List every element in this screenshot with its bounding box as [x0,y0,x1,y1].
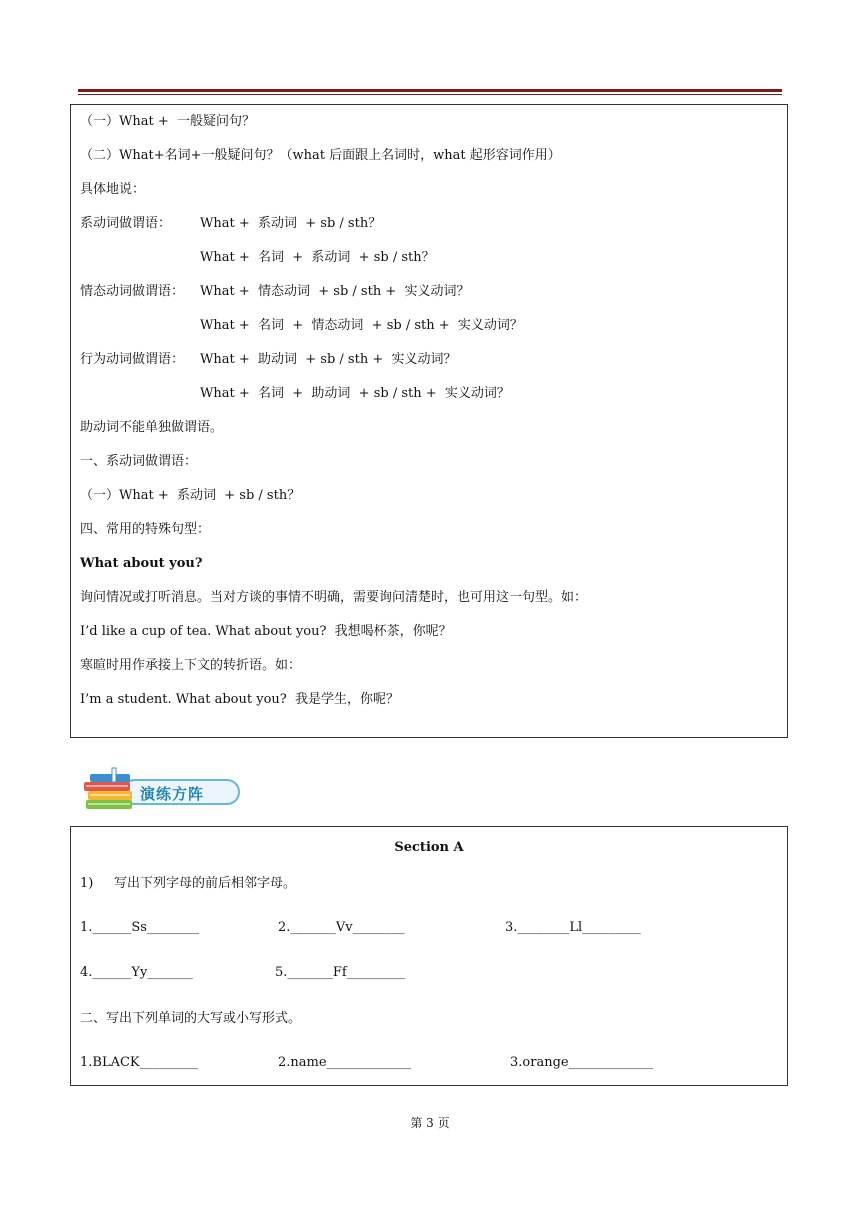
linking-verb-label: 系动词做谓语： [80,216,172,231]
q1-item-4: 4.______Yy_______ [80,965,193,980]
action-verb-pattern-2: What + 名词 + 助动词 + sb / sth + 实义动词？ [200,386,510,401]
header-rule-thin [78,94,782,95]
theory-line-1: （一）What + 一般疑问句？ [80,114,255,129]
q2-item-3: 3.orange_____________ [510,1055,654,1070]
action-verb-label: 行为动词做谓语： [80,352,185,367]
linking-verb-pattern-2: What + 名词 + 系动词 + sb / sth？ [200,250,435,265]
theory-line-13: 四、常用的特殊句型： [80,522,211,537]
modal-verb-pattern-2: What + 名词 + 情态动词 + sb / sth + 实义动词？ [200,318,523,333]
page-number: 第 3 页 [410,1116,450,1130]
modal-verb-label: 情态动词做谓语： [80,284,185,299]
modal-verb-pattern-1: What + 情态动词 + sb / sth + 实义动词？ [200,284,470,299]
q2-item-1: 1.BLACK_________ [80,1055,199,1070]
exercise-box [70,826,788,1086]
theory-line-12: （一）What + 系动词 + sb / sth？ [80,488,301,503]
q2-item-2: 2.name_____________ [278,1055,412,1070]
theory-line-10: 助动词不能单独做谓语。 [80,420,224,435]
theory-line-15: 询问情况或打听消息。当对方谈的事情不明确，需要询问清楚时，也可用这一句型。如： [80,590,588,605]
theory-line-2: （二）What+名词+一般疑问句？（what 后面跟上名词时，what 起形容词作用） [80,148,561,163]
theory-line-11: 一、系动词做谓语： [80,454,198,469]
example-line-1: I’d like a cup of tea. What about you? 我想喝杯茶，你呢？ [80,624,452,639]
question-2-title: 二、写出下列单词的大写或小写形式。 [80,1011,302,1026]
q1-item-2: 2._______Vv________ [278,920,405,935]
q1-item-3: 3.________Ll_________ [505,920,641,935]
special-pattern-heading: What about you? [80,556,203,571]
books-icon [82,766,138,814]
theory-line-3: 具体地说： [80,182,146,197]
practice-banner [82,766,242,814]
action-verb-pattern-1: What + 助动词 + sb / sth + 实义动词？ [200,352,457,367]
header-rule-thick [78,89,782,92]
linking-verb-pattern-1: What + 系动词 + sb / sth？ [200,216,382,231]
section-title: Section A [394,840,464,855]
theory-line-17: 寒暄时用作承接上下文的转折语。如： [80,658,302,673]
question-1-title: 1) 写出下列字母的前后相邻字母。 [80,876,297,891]
q1-item-1: 1.______Ss________ [80,920,199,935]
q1-item-5: 5._______Ff_________ [275,965,406,980]
example-line-2: I’m a student. What about you? 我是学生，你呢？ [80,692,400,707]
banner-label: 演练方阵 [140,785,205,803]
